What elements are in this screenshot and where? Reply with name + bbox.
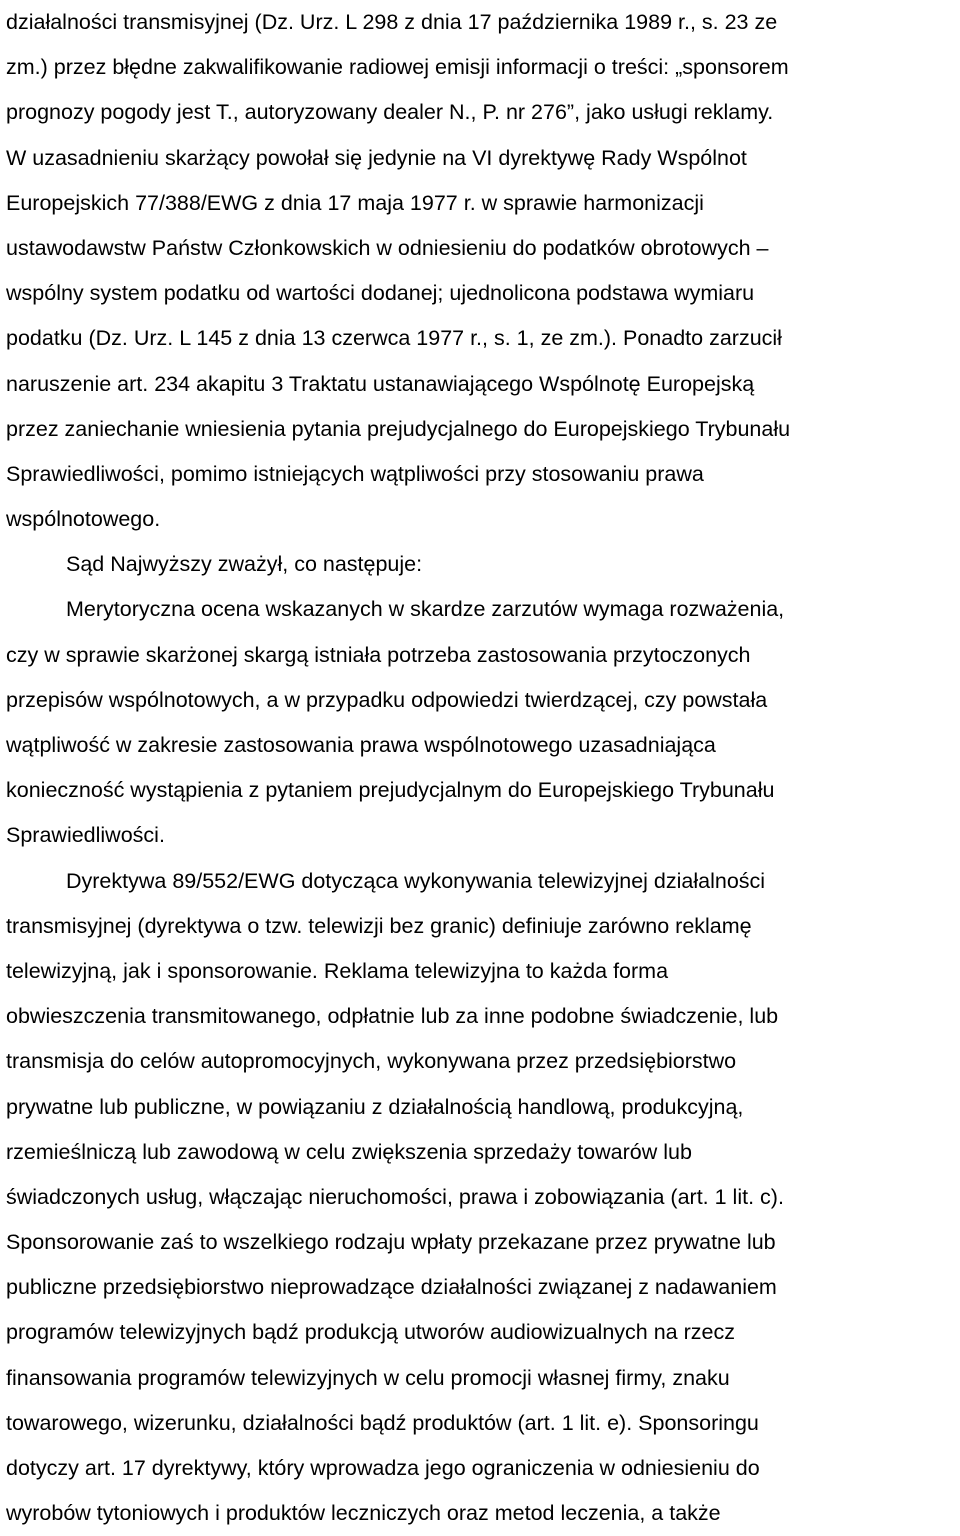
paragraph-first-line: Dyrektywa 89/552/EWG dotycząca wykonywania telewizyjnej działalności (66, 868, 766, 893)
document-body (6, 0, 960, 1536)
text-line: przepisów wspólnotowych, a w przypadku odpowiedzi twierdzącej, czy powstała (6, 687, 768, 712)
text-line: publiczne przedsiębiorstwo nieprowadzące działalności związanej z nadawaniem (6, 1275, 777, 1300)
paragraph-first-line: Sąd Najwyższy zważył, co następuje: (66, 552, 423, 577)
text-line: towarowego, wizerunku, działalności bądź produktów (art. 1 lit. e). Sponsoringu (6, 1410, 759, 1435)
text-line: finansowania programów telewizyjnych w celu promocji własnej firmy, znaku (6, 1365, 730, 1390)
paragraph-first-line: Merytoryczna ocena wskazanych w skardze zarzutów wymaga rozważenia, (66, 597, 785, 622)
text-line: wspólnotowego. (6, 507, 161, 532)
text-line: transmisyjnej (dyrektywa o tzw. telewizji bez granic) definiuje zarówno reklamę (6, 913, 752, 938)
text-line: naruszenie art. 234 akapitu 3 Traktatu ustanawiającego Wspólnotę Europejską (6, 371, 755, 396)
text-line: transmisja do celów autopromocyjnych, wykonywana przez przedsiębiorstwo (6, 1049, 737, 1074)
text-line: czy w sprawie skarżonej skargą istniała potrzeba zastosowania przytoczonych (6, 642, 751, 667)
text-line: Sponsorowanie zaś to wszelkiego rodzaju wpłaty przekazane przez prywatne lub (6, 1230, 776, 1255)
text-line: wspólny system podatku od wartości dodanej; ujednolicona podstawa wymiaru (6, 281, 755, 306)
text-line: działalności transmisyjnej (Dz. Urz. L 298 z dnia 17 października 1989 r., s. 23 ze (6, 10, 778, 34)
text-line: prywatne lub publiczne, w powiązaniu z działalnością handlową, produkcyjną, (6, 1094, 744, 1119)
text-line: ustawodawstw Państw Członkowskich w odniesieniu do podatków obrotowych – (6, 235, 769, 260)
text-line: telewizyjną, jak i sponsorowanie. Reklama telewizyjna to każda forma (6, 958, 669, 983)
text-line: W uzasadnieniu skarżący powołał się jedynie na VI dyrektywę Rady Wspólnot (6, 145, 747, 170)
text-line: konieczność wystąpienia z pytaniem prejudycjalnym do Europejskiego Trybunału (6, 778, 775, 803)
text-line: programów telewizyjnych bądź produkcją utworów audiowizualnych na rzecz (6, 1320, 735, 1345)
text-line: świadczonych usług, włączając nieruchomości, prawa i zobowiązania (art. 1 lit. c). (6, 1184, 784, 1209)
text-line: dotyczy art. 17 dyrektywy, który wprowadza jego ograniczenia w odniesieniu do (6, 1456, 760, 1480)
text-line: wyrobów tytoniowych i produktów leczniczych oraz metod leczenia, a także (6, 1501, 721, 1526)
text-line: podatku (Dz. Urz. L 145 z dnia 13 czerwca 1977 r., s. 1, ze zm.). Ponadto zarzucił (6, 326, 782, 351)
text-line: wątpliwość w zakresie zastosowania prawa wspólnotowego uzasadniająca (6, 733, 716, 757)
text-line: przez zaniechanie wniesienia pytania prejudycjalnego do Europejskiego Trybunału (6, 416, 791, 441)
text-line: Europejskich 77/388/EWG z dnia 17 maja 1977 r. w sprawie harmonizacji (6, 190, 704, 215)
text-line: obwieszczenia transmitowanego, odpłatnie lub za inne podobne świadczenie, lub (6, 1004, 779, 1029)
text-line: prognozy pogody jest T., autoryzowany dealer N., P. nr 276”, jako usługi reklamy. (6, 100, 774, 125)
text-line: zm.) przez błędne zakwalifikowanie radiowej emisji informacji o treści: „sponsorem (6, 55, 789, 80)
text-line: Sprawiedliwości. (6, 823, 165, 848)
text-line: Sprawiedliwości, pomimo istniejących wątpliwości przy stosowaniu prawa (6, 461, 704, 486)
text-line: rzemieślniczą lub zawodową w celu zwiększenia sprzedaży towarów lub (6, 1139, 692, 1164)
